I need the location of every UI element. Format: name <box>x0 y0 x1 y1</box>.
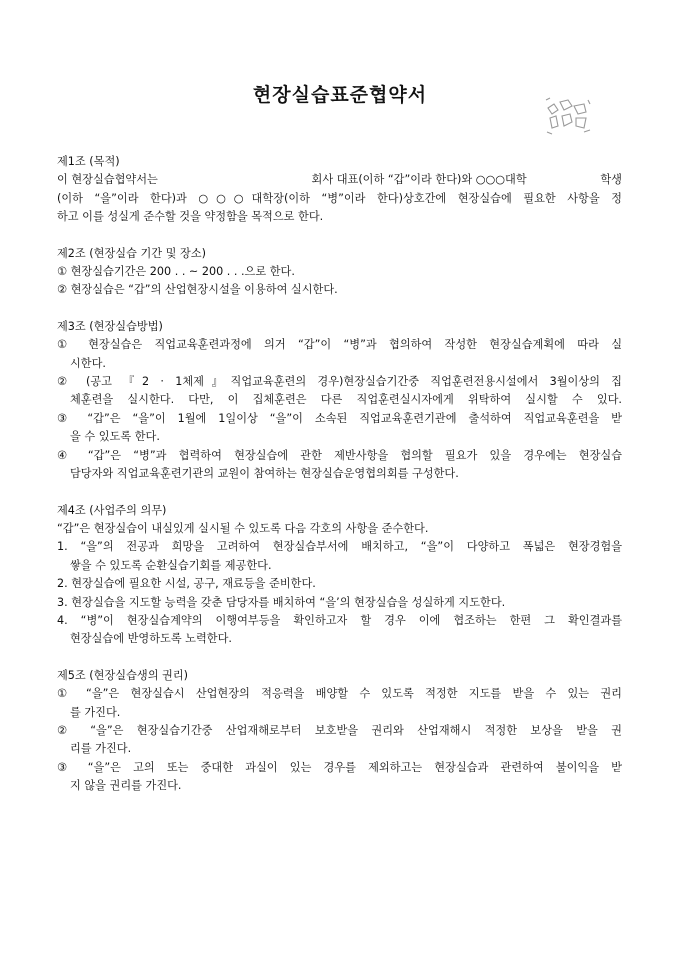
article-1-line-1-a: 이 현장실습협약서는 <box>57 173 158 187</box>
article-3-item-4-line-2: 담당자와 직업교육훈련기관의 교원이 참여하는 현장실습운영협의회를 구성한다. <box>70 467 459 481</box>
article-5-heading: 제5조 (현장실습생의 권리) <box>57 668 189 682</box>
document-body <box>57 153 622 796</box>
article-5-item-1-line-1: ① “을”은 현장실습시 산업현장의 적응력을 배양할 수 있도록 적정한 지도를 받을 수 있는 권리 <box>57 687 622 701</box>
article-4-item-4-line-1: 4. “병”이 현장실습계약의 이행여부등을 확인하고자 할 경우 이에 협조하는 한편 그 확인결과를 <box>57 613 622 627</box>
article-5-item-3-line-2: 지 않을 권리를 가진다. <box>70 779 182 793</box>
article-4-item-1-line-1: 1. “을”의 전공과 희망을 고려하여 현장실습부서에 배치하고, “을”이 다양하고 폭넓은 현장경험을 <box>57 540 622 554</box>
article-1-line-1-c: 학생 <box>600 173 622 187</box>
article-4-heading: 제4조 (사업주의 의무) <box>57 503 167 517</box>
article-3-item-4-line-1: ④ “갑”은 “병”과 협력하여 현장실습에 관한 제반사항을 협의할 필요가 있을 경우에는 현장실습 <box>57 448 622 462</box>
article-5-item-3-line-1: ③ “을”은 고의 또는 중대한 과실이 있는 경우를 제외하고는 현장실습과 관련하여 불이익을 받 <box>57 760 622 774</box>
article-3-item-3-line-1: ③ “갑”은 “을”이 1월에 1일이상 “을”이 소속된 직업교육훈련기관에 출석하여 직업교육훈련을 받 <box>57 411 622 425</box>
article-3-heading: 제3조 (현장실습방법) <box>57 319 163 333</box>
article-1-line-1 <box>57 171 622 189</box>
article-4-item-4-line-2: 현장실습에 반영하도록 노력한다. <box>70 632 232 646</box>
article-3-item-2-line-1: ② (공고 『2 · 1체제』직업교육훈련의 경우)현장실습기간중 직업훈련전용시설에서 3월이상의 집 <box>57 375 622 389</box>
article-5-item-2-line-2: 리를 가진다. <box>70 742 132 756</box>
article-5-item-2-line-1: ② “을”은 현장실습기간중 산업재해로부터 보호받을 권리와 산업재해시 적정한 보상을 받을 권 <box>57 723 622 737</box>
article-2-item-2: ② 현장실습은 “갑”의 산업현장시설을 이용하여 실시한다. <box>57 283 338 297</box>
article-1-line-2: (이하 “을”이라 한다)과 ○○○대학장(이하 “병”이라 한다)상호간에 현장실습에 필요한 사항을 정 <box>57 191 622 205</box>
article-4-item-1-line-2: 쌓을 수 있도록 순환실습기회를 제공한다. <box>70 558 272 572</box>
article-2-heading: 제2조 (현장실습 기간 및 장소) <box>57 246 206 260</box>
article-4-item-3: 3. 현장실습을 지도할 능력을 갖춘 담당자를 배치하여 “을’의 현장실습을 성실하게 지도한다. <box>57 595 506 609</box>
article-1-line-3: 하고 이를 성실게 준수할 것을 약정함을 목적으로 한다. <box>57 210 324 224</box>
article-4-intro: “갑”은 현장실습이 내실있게 실시될 수 있도록 다음 각호의 사항을 준수한다. <box>57 521 429 535</box>
article-3-item-1-line-1: ① 현장실습은 직업교육훈련과정에 의거 “갑”이 “병”과 협의하여 작성한 현장실습계획에 따라 실 <box>57 338 622 352</box>
article-5-item-1-line-2: 를 가진다. <box>70 705 121 719</box>
article-3-item-2-line-2: 체훈련을 실시한다. 다만, 이 집체훈련은 다른 직업훈련실시자에게 위탁하여 실시할 수 있다. <box>70 393 622 407</box>
article-1-heading: 제1조 (목적) <box>57 155 120 168</box>
article-1-line-1-b: 회사 대표(이하 “갑”이라 한다)와 ○○○대학 <box>311 173 527 187</box>
stamp-mark <box>544 96 592 136</box>
document-title: 현장실습표준협약서 <box>252 84 428 106</box>
article-4-item-2: 2. 현장실습에 필요한 시설, 공구, 재료등을 준비한다. <box>57 577 316 591</box>
article-2-item-1: ① 현장실습기간은 200 . . ~ 200 . . .으로 한다. <box>57 265 295 279</box>
article-3-item-1-line-2: 시한다. <box>70 356 106 370</box>
article-3-item-3-line-2: 을 수 있도록 한다. <box>70 430 160 444</box>
